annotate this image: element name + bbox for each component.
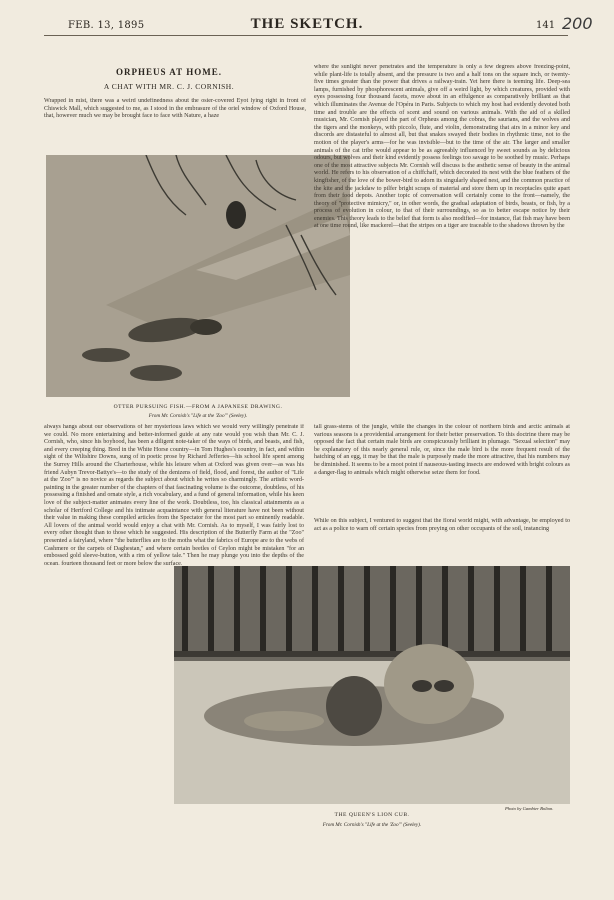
- lion-cub-photograph: [174, 566, 570, 804]
- lion-caption: THE QUEEN'S LION CUB.: [334, 812, 410, 818]
- otter-source: From Mr. Cornish's "Life at the 'Zoo'" (Seeley).: [148, 413, 248, 419]
- page-number: 141: [536, 20, 556, 31]
- lion-source: From Mr. Cornish's "Life at the 'Zoo'" (Seeley).: [322, 822, 422, 828]
- wide-paragraph-text: tall grass-stems of the jungle, while the changes in the colour of northern birds and arctic animals at various seasons is a providential arrangement for their better preservation. To this doctrine there may be opposed the fact that certain male birds are conspicuously brilliant in plumage. "Sexual selection" may be explanatory of this nearly general rule, or, since the male bird is the more frequent result of the hatching of an egg, it may be that the male is purposely made the more attractive, that his numbers may be diminished. It seems to be a moot point if nauseous-tasting insects are endowed with bright colours as a danger-flag to animals which might otherwise seize them for food.: [314, 424, 570, 476]
- otter-caption: OTTER PURSUING FISH.—FROM A JAPANESE DRAWING.: [113, 404, 283, 410]
- otter-illustration: [46, 155, 350, 397]
- handwritten-note: 200: [562, 14, 593, 33]
- article-subheadline: A CHAT WITH MR. C. J. CORNISH.: [103, 82, 235, 91]
- right-column-text: where the sunlight never penetrates and the temperature is only a few degrees above freezing-point, while plant-life is totally absent, and the pressure is two and a half tons on the square inch, or twenty-five times greater than the power that drives a railway-train. Yet here there is teeming life. Deep-sea lamps, furnished by phosphorescent animals, give off a weird light, by which creatures, provided with eyes possessing four thousand facets, move about in an effulgence as comparatively brilliant as that which illuminates the Avenue de l'Opéra in Paris. Subjects to which my host had evidently devoted both time and trouble are the effects of scent and sound on various animals. With the aid of a skilled musician, Mr. Cornish played the part of Orpheus among the cobras, the saurians, and the wolves and the tigers and the monkeys, with piccolo, flute, and violin, demonstrating that airs in a minor key and discords are distasteful to almost all, but that snakes swayed their bodies in rhythmic time, not to the motion of the player's arms—for he was invisible—but to the time of the air. The larger and smaller animals of the cat tribe would appear to be as agreeably influenced by sweet sounds as by delicious odours, but wolves and their kind evidently possess feelings too savage to be soothed by music. Perhaps one of the most attractive subjects Mr. Cornish will discuss is the æsthetic sense of beauty in the animal world. He refers to his observation of a chiffchaff, which decorated its nest with the blue feathers of the kingfisher, of the love of the bower-bird to adorn its singularly shaped nest, and the common practice of the kite and the jackdaw to pilfer bright scraps of material and store them up in receptacles quite apart from their food depots. Another topic of conversation will certainly come to the front—namely, the theory of "protective mimicry," or, in other words, the gradual adaptation of birds, beasts, or fish, by a process of evolution in colour, to that of their surroundings, so as to better escape notice by their enemies. This theory leads to the belief that form is also modified—for instance, flat fish may have been at one time round, like mackerel—that the stripes on a tiger are traceable to the shadows thrown by the: [314, 64, 570, 230]
- photo-credit: Photo by Gambier Bolton.: [505, 806, 554, 811]
- last-paragraph-text: While on this subject, I ventured to suggest that the floral world might, with advantage, be employed to act as a police to warn off certain species from preying on other occupants of the soil, instancing: [314, 518, 570, 532]
- left-column-text: always hangs about our observations of her mysterious laws which we would very willingly penetrate if we could. No more entertaining and better-informed guide at any rate would you wish than Mr. C. J. Cornish, who, since his boyhood, has been a diligent note-taker of the ways of birds, and beasts, and fish, and every creeping thing. Bred in the White Horse country—in Tom Hughes's country, in fact, and within sight of the Wiltshire Downs, sung of in poetic prose by Richard Jefferies—his school life spent among the Surrey Hills around the Charterhouse, while his leisure when at Oxford was given over—as was his friend Aubyn Trevor-Battye's—to the study of the denizens of field, flood, and forest, the author of "Life at the 'Zoo'" is no novice as regards the subject about which he writes so charmingly. The artistic word-painting in the greater number of the chapters of that fascinating volume is the outcome, doubtless, of his possessing a finished and ornate style, a rich vocabulary, and a fund of general information, while his keen love of the subject-matter animates every line of the work. Doubtless, too, his classical attainments as a scholar of Hertford College and his intimate acquaintance with general literature have not been without their value in making these compiled articles from the Spectator for the most part so eminently readable. All lovers of the animal world would enjoy a chat with Mr. Cornish. As to myself, I was fairly lost to every other thought than to those which he suggested. His description of the Butterfly Farm at the "Zoo" presented a fairyland, where "the butterflies are to the moths what the fabrics of Europe are to the webs of Cashmere or the carpets of Daghestan," and where certain beetles of Ceylon might be mistaken "for an embossed gold sleeve-button, with a rim of yellow tale." Then he may plunge you into the depths of the ocean, fourteen thousand feet or more below the surface,: [44, 424, 304, 565]
- issue-date: FEB. 13, 1895: [68, 20, 145, 31]
- header-rule: [44, 35, 568, 36]
- masthead-title: THE SKETCH.: [250, 16, 364, 32]
- intro-paragraph: Wrapped in mist, there was a weird undefinedness about the osier-covered Eyot lying right in front of Chiswick Mall, which suggested to me, as I stood in the embrasure of the oriel window of Oxford House, that, however much we may be brought face to face with Nature, a haze: [44, 98, 306, 120]
- article-headline: ORPHEUS AT HOME.: [116, 67, 222, 77]
